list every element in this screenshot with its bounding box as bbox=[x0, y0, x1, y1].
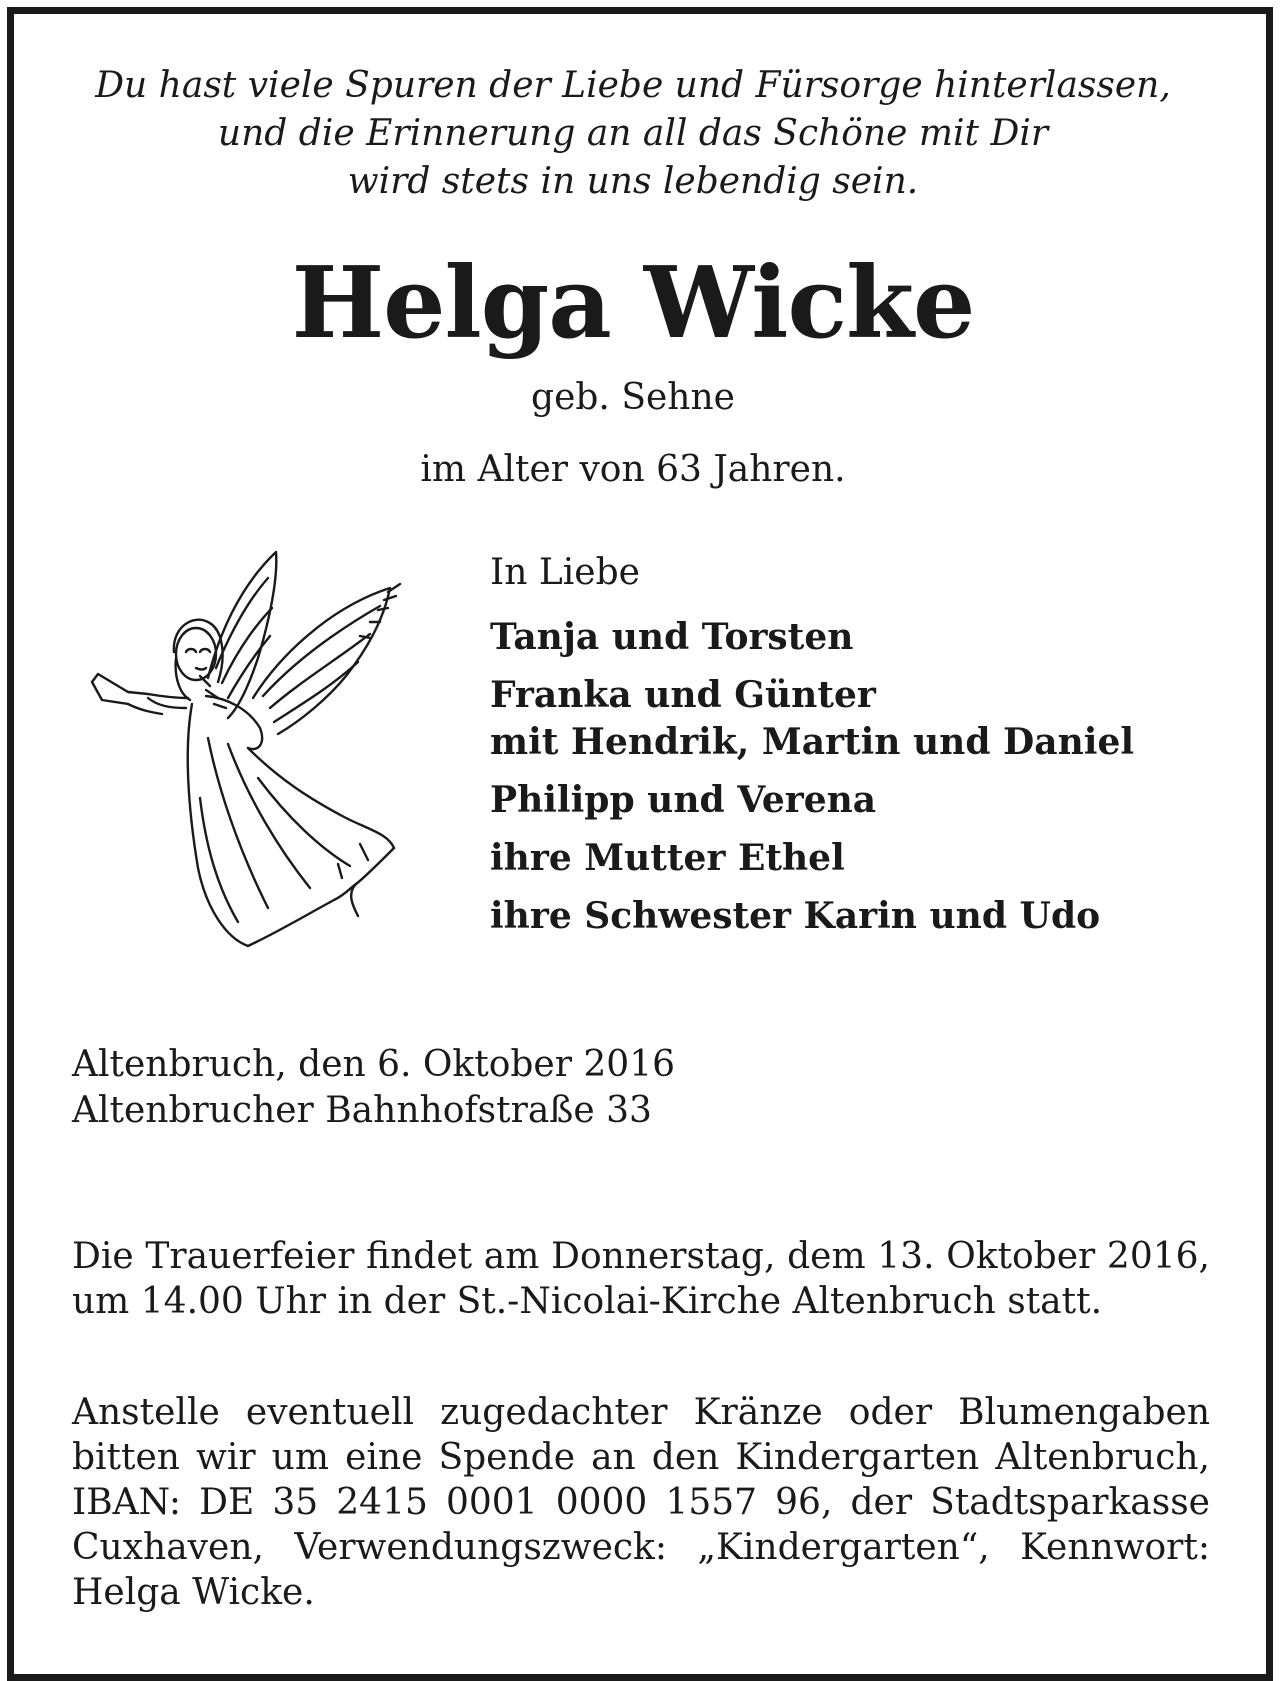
funeral-service-notice: Die Trauerfeier findet am Donnerstag, dem 13. Oktober 2016, um 14.00 Uhr in der St.-Nicolai-Kirche Altenbruch statt. bbox=[72, 1236, 1210, 1322]
mourners-list bbox=[490, 550, 1190, 951]
mourner-group: Tanja und Torsten bbox=[490, 616, 854, 658]
address-line: Altenbrucher Bahnhofstraße 33 bbox=[72, 1090, 652, 1131]
place-and-date bbox=[72, 1042, 675, 1134]
mourner-group: ihre Mutter Ethel bbox=[490, 837, 845, 879]
angel-icon bbox=[88, 548, 418, 948]
date-line: Altenbruch, den 6. Oktober 2016 bbox=[72, 1044, 675, 1085]
mourner-group: Franka und Günter mit Hendrik, Martin und Daniel bbox=[490, 674, 1135, 763]
motto-line: und die Erinnerung an all das Schöne mit Dir bbox=[217, 113, 1049, 154]
deceased-name: Helga Wicke bbox=[291, 246, 975, 361]
mourner-group: ihre Schwester Karin und Udo bbox=[490, 895, 1101, 937]
motto-line: Du hast viele Spuren der Liebe und Fürsorge hinterlassen, bbox=[95, 65, 1171, 106]
mourners-intro: In Liebe bbox=[490, 552, 640, 593]
motto-line: wird stets in uns lebendig sein. bbox=[347, 161, 919, 202]
motto-verse bbox=[0, 62, 1266, 206]
maiden-name: geb. Sehne bbox=[531, 377, 735, 418]
age-line: im Alter von 63 Jahren. bbox=[420, 449, 846, 490]
donation-notice: Anstelle eventuell zugedachter Kränze oder Blumengaben bitten wir um eine Spende an den Kindergarten Altenbruch, IBAN: DE 35 2415 0001 0000 1557 96, der Stadtsparkasse Cuxhaven, Verwendungszweck: „Kindergarten“, Kennwort: Helga Wicke. bbox=[72, 1392, 1210, 1613]
mourner-group: Philipp und Verena bbox=[490, 779, 877, 821]
